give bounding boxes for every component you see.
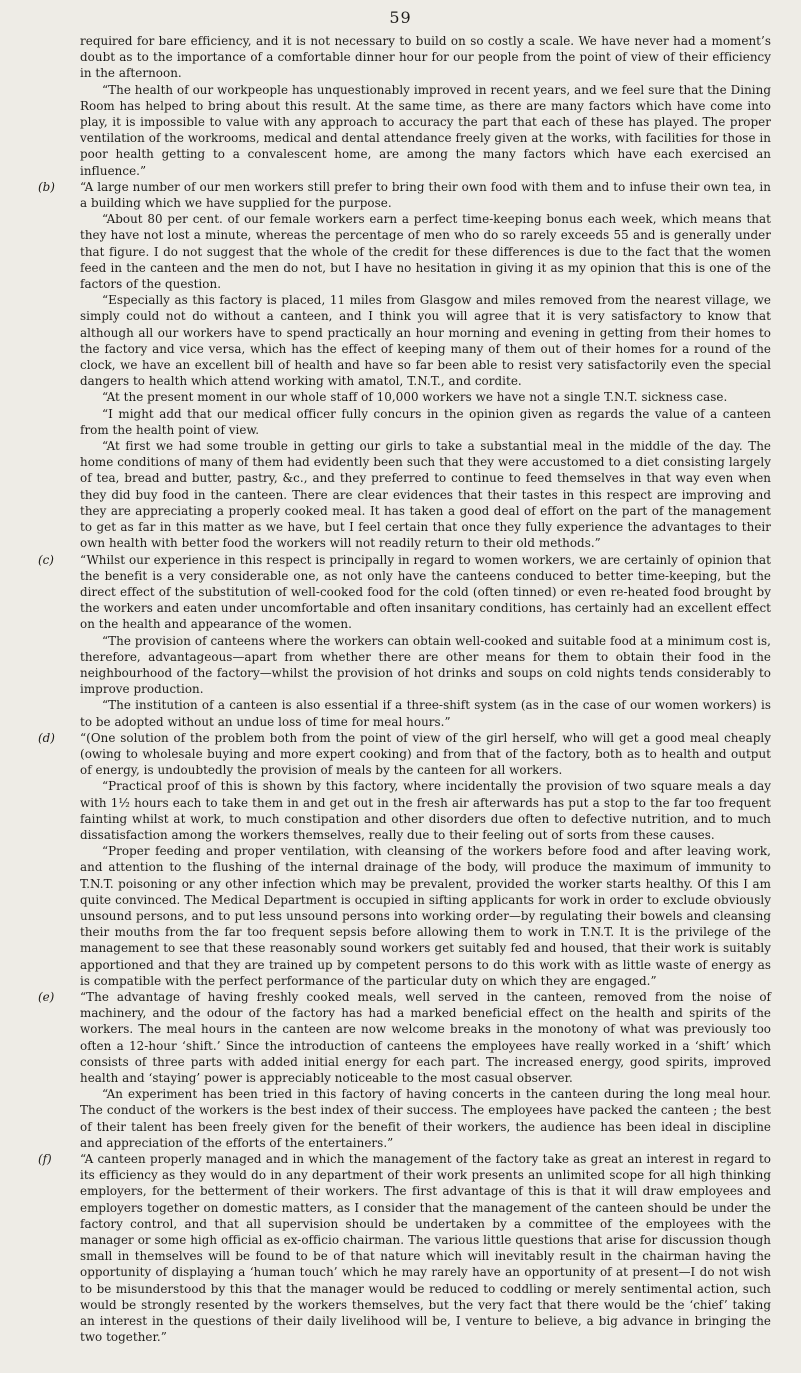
paragraph: “The provision of canteens where the workers can obtain well-cooked and suitable food at a minimum cost is, therefore, advantageous—apart from whether there are other means for them to obtain their food in the neighbourhood of the factory—whilst the provision of hot drinks and soups on cold nights tends considerably to improve production.	[80, 633, 771, 697]
section-marker: (b)	[38, 179, 55, 194]
paragraph: “A canteen properly managed and in which the management of the factory take as great an interest in regard to its efficiency as they would do in any department of their work presents an unlimited scope for all high thinking employers, for the betterment of their workers. The first advantage of this is that it will draw employees and employers together on domestic matters, as I consider that the management of the canteen should be under the factory control, and that all supervision should be undertaken by a committee of the employees with the manager or some high official as ex-officio chairman. The various little questions that arise for discussion though small in themselves will be found to be of that nature which will inevitably result in the chairman having the opportunity of displaying a ‘human touch’ which he may rarely have an opportunity of at present—I do not wish to be misunderstood by this that the manager would be reduced to coddling or merely sentimental action, such would be strongly resented by the workers themselves, but the very fact that there would be the ‘chief’ taking an interest in the questions of their daily livelihood will be, I venture to believe, a big advance in bringing the two together.”	[80, 1152, 771, 1345]
paragraph: “Practical proof of this is shown by this factory, where incidentally the provision of two square meals a day with 1½ hours each to take them in and get out in the fresh air afterwards has put a stop to the far too frequent fainting whilst at work, to much constipation and other disorders due often to defective nutrition, and to much dissatisfaction among the workers themselves, really due to their feeling out of sorts from these causes.	[80, 779, 771, 842]
paragraph: “About 80 per cent. of our female workers earn a perfect time-keeping bonus each week, which means that they have not lost a minute, whereas the percentage of men who do so rarely exceeds 55 and is generally under that figure. I do not suggest that the whole of the credit for these differences is due to the fact that the women feed in the canteen and the men do not, but I have no hesitation in giving it as my opinion that this is one of the factors of the question.	[80, 212, 771, 292]
section-marker: (c)	[38, 552, 54, 567]
section-c	[0, 552, 801, 730]
page-number: 59	[389, 8, 412, 27]
paragraph: “The health of our workpeople has unquestionably improved in recent years, and we feel sure that the Dining Room has helped to bring about this result. At the same time, as there are many factors which have come into play, it is impossible to value with any approach to accuracy the part that each of these has played. The proper ventilation of the workrooms, medical and dental attendance freely given at the works, with facilities for those in poor health getting to a convalescent home, are among the many factors which have each exercised an influence.”	[80, 82, 771, 178]
section-b	[0, 179, 801, 552]
document-body	[0, 33, 801, 1345]
paragraph: “(One solution of the problem both from the point of view of the girl herself, who will get a good meal cheaply (owing to wholesale buying and more expert cooking) and from that of the factory, both as to health and output of energy, is undoubtedly the provision of meals by the canteen for all workers.	[80, 730, 771, 778]
paragraph: “An experiment has been tried in this factory of having concerts in the canteen during the long meal hour. The conduct of the workers is the best index of their success. The employees have packed the canteen ; the best of their talent has been freely given for the benefit of their workers, the audience has been ideal in discipline and appreciation of the efforts of the entertainers.”	[80, 1087, 771, 1150]
section-marker: (f)	[38, 1152, 52, 1167]
section-marker: (d)	[38, 730, 55, 745]
paragraph: required for bare efficiency, and it is not necessary to build on so costly a scale. We have never had a moment’s doubt as to the importance of a comfortable dinner hour for our people from the point of view of their efficiency in the afternoon.	[80, 34, 771, 81]
paragraph: “The advantage of having freshly cooked meals, well served in the canteen, removed from the noise of machinery, and the odour of the factory has had a marked beneficial effect on the health and spirits of the workers. The meal hours in the canteen are now welcome breaks in the monotony of what was previously too often a 12-hour ‘shift.’ Since the introduction of canteens the employees have really worked in a ‘shift’ which consists of three parts with added initial energy for each part. The increased energy, good spirits, improved health and ‘staying’ power is appreciably noticeable to the most casual observer.	[80, 989, 771, 1085]
paragraph: “The institution of a canteen is also essential if a three-shift system (as in the case of our women workers) is to be adopted without an undue loss of time for meal hours.”	[80, 698, 771, 729]
paragraph: “At first we had some trouble in getting our girls to take a substantial meal in the middle of the day. The home conditions of many of them had evidently been such that they were accustomed to a diet consisting largely of tea, bread and butter, pastry, &c., and they preferred to continue to feed themselves in that way even when they did buy food in the canteen. There are clear evidences that their tastes in this respect are improving and they are appreciating a properly cooked meal. It has taken a good deal of effort on the part of the management to get as far in this matter as we have, but I feel certain that once they fully experience the advantages to their own health with better food the workers will not readily return to their old methods.”	[80, 439, 771, 551]
section-d	[0, 730, 801, 989]
section-e	[0, 989, 801, 1151]
paragraph: “Especially as this factory is placed, 11 miles from Glasgow and miles removed from the nearest village, we simply could not do without a canteen, and I think you will agree that it is very satisfactory to know that although all our workers have to spend practically an hour morning and evening in getting from their homes to the factory and vice versa, which has the effect of keeping many of them out of their homes for a round of the clock, we have an excellent bill of health and have so far been able to resist very satisfactorily even the special dangers to health which attend working with amatol, T.N.T., and cordite.	[80, 293, 771, 389]
paragraph: “A large number of our men workers still prefer to bring their own food with them and to infuse their own tea, in a building which we have supplied for the purpose.	[80, 179, 771, 211]
paragraph: “Proper feeding and proper ventilation, with cleansing of the workers before food and after leaving work, and attention to the flushing of the internal drainage of the body, will produce the maximum of immunity to T.N.T. poisoning or any other infection which may be prevalent, provided the worker starts healthy. Of this I am quite convinced. The Medical Department is occupied in sifting applicants for work in order to exclude obviously unsound persons, and to put less unsound persons into working order—by regulating their bowels and cleansing their mouths from the far too frequent sepsis before allowing them to work in T.N.T. It is the privilege of the management to see that these reasonably sound workers get suitably fed and housed, that their work is suitably apportioned and that they are trained up by competent persons to do this work with as little waste of energy as is compatible with the perfect performance of the particular duty on which they are engaged.”	[80, 844, 771, 988]
paragraph: “I might add that our medical officer fully concurs in the opinion given as regards the value of a canteen from the health point of view.	[80, 406, 771, 437]
section-intro	[0, 33, 801, 179]
paragraph: “At the present moment in our whole staff of 10,000 workers we have not a single T.N.T. sickness case.	[102, 390, 728, 405]
paragraph: “Whilst our experience in this respect is principally in regard to women workers, we are certainly of opinion that the benefit is a very considerable one, as not only have the canteens conduced to better time-keeping, but the direct effect of the substitution of well-cooked food for the cold (often tinned) or even re-heated food brought by the workers and eaten under uncomfortable and often insanitary conditions, has certainly had an excellent effect on the health and appearance of the women.	[80, 552, 771, 632]
section-marker: (e)	[38, 989, 55, 1004]
section-f	[0, 1151, 801, 1345]
